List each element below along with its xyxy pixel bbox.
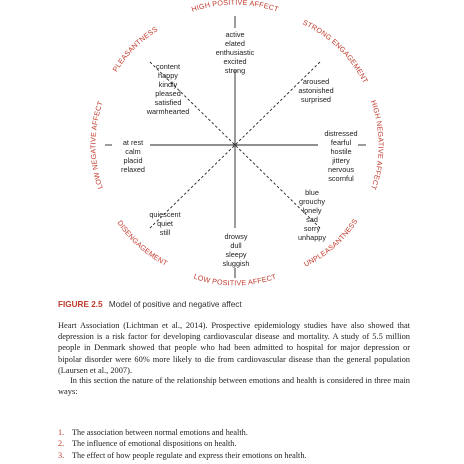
body-paragraph-2: In this section the nature of the relationship between emotions and health is considered in three main ways: — [58, 376, 410, 397]
figure-caption-label: FIGURE 2.5 — [58, 300, 103, 309]
word: distressed — [324, 129, 358, 138]
word: quiet — [157, 219, 173, 228]
label-low-positive-affect: LOW POSITIVE AFFECT — [192, 271, 278, 288]
body-paragraph-1: Heart Association (Lichtman et al., 2014). Prospective epidemiology studies have also showed that depression is a risk factor for developing cardiovascular disease and mortality. A study of 5.5 million people in Denmark showed that people who had been admitted to hospital for major depression or bipolar disorder were 60% more likely to die from cardiovascular disease than the general population (Laursen et al., 2007). — [58, 321, 410, 375]
word: quiescent — [149, 210, 181, 219]
word: scornful — [328, 174, 354, 183]
list-text: The influence of emotional dispositions on health. — [72, 439, 237, 449]
label-unpleasantness: UNPLEASANTNESS — [302, 216, 360, 269]
words-unpleasantness — [298, 188, 326, 242]
word: sluggish — [222, 259, 250, 268]
word: grouchy — [299, 197, 325, 206]
word: astonished — [298, 86, 334, 95]
word: hostile — [330, 147, 352, 156]
figure-caption — [58, 300, 242, 309]
word: enthusiastic — [215, 48, 255, 57]
words-high-positive — [216, 30, 255, 75]
word: drowsy — [224, 232, 248, 241]
word: excited — [223, 57, 247, 66]
word: nervous — [328, 165, 354, 174]
label-low-negative-affect: LOW NEGATIVE AFFECT — [88, 99, 105, 191]
label-strong-engagement: STRONG ENGAGEMENT — [301, 17, 371, 85]
word: blue — [305, 188, 319, 197]
words-pleasantness — [146, 62, 190, 116]
list-number: 3. — [58, 450, 65, 460]
word: fearful — [330, 138, 352, 147]
word: relaxed — [121, 165, 145, 174]
figure-caption-text: Model of positive and negative affect — [108, 300, 242, 309]
words-high-negative — [324, 129, 357, 183]
word: satisfied — [154, 98, 182, 107]
word: warmhearted — [146, 107, 190, 116]
word: happy — [158, 71, 178, 80]
word: strong — [224, 66, 246, 75]
label-high-positive-affect: HIGH POSITIVE AFFECT — [190, 0, 280, 14]
word: unhappy — [298, 233, 326, 242]
label-high-negative-affect: HIGH NEGATIVE AFFECT — [368, 98, 386, 192]
word: sleepy — [225, 250, 247, 259]
words-strong-engagement — [298, 77, 333, 104]
numbered-list — [58, 427, 306, 461]
label-pleasantness: PLEASANTNESS — [110, 24, 160, 74]
list-item — [58, 438, 306, 449]
word: at rest — [122, 138, 144, 147]
word: kindly — [158, 80, 178, 89]
word: placid — [123, 156, 143, 165]
word: sad — [306, 215, 318, 224]
word: lonely — [302, 206, 322, 215]
word: aroused — [302, 77, 330, 86]
word: elated — [225, 39, 245, 48]
word: content — [156, 62, 180, 71]
word: active — [225, 30, 245, 39]
word: still — [159, 228, 171, 237]
word: surprised — [300, 95, 332, 104]
word: sorry — [303, 224, 321, 233]
list-item — [58, 427, 306, 438]
list-text: The association between normal emotions and health. — [72, 428, 248, 437]
list-item — [58, 450, 306, 461]
word: dull — [230, 241, 242, 250]
list-number: 2. — [58, 439, 65, 449]
words-low-negative — [121, 138, 145, 174]
word: calm — [125, 147, 141, 156]
word: pleased — [155, 89, 181, 98]
list-text: The effect of how people regulate and express their emotions on health. — [72, 450, 307, 460]
list-number: 1. — [58, 428, 65, 437]
words-low-positive — [223, 232, 250, 268]
label-disengagement: DISENGAGEMENT — [115, 218, 170, 268]
word: jittery — [332, 156, 350, 165]
